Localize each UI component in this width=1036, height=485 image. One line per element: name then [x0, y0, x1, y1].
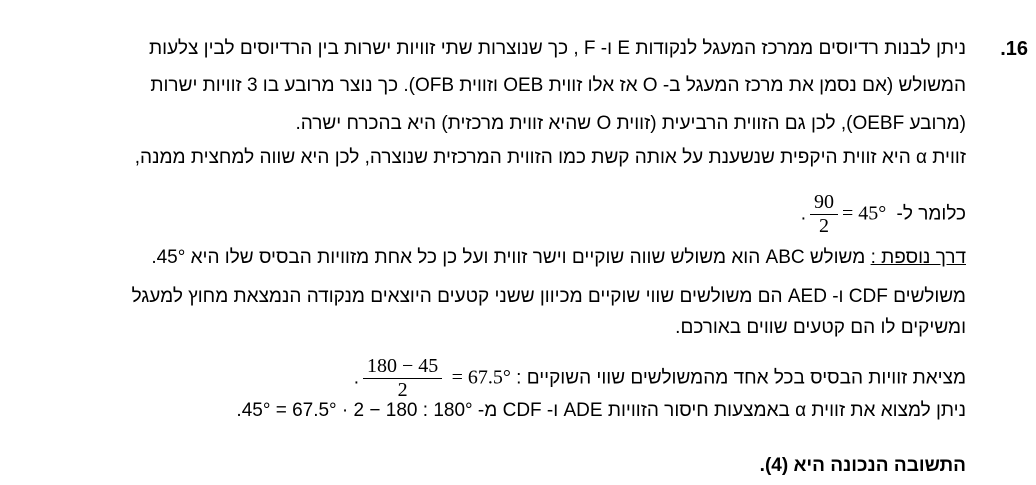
equation-2-text: מציאת זוויות הבסיס בכל אחד מהמשולשים שווי השוקיים : — [516, 367, 966, 389]
question-number: .16 — [1000, 38, 1028, 60]
fraction-2-numerator: 180 − 45 — [367, 355, 439, 377]
alternative-text: משולש ABC הוא משולש שווה שוקיים וישר זווית ועל כן כל אחת מזוויות הבסיס שלו היא 45°. — [151, 247, 866, 268]
alternative-title: דרך נוספת : — [870, 247, 966, 268]
alternative-line — [151, 247, 966, 269]
fraction-90-over-2 — [810, 191, 838, 238]
text-line-1: ניתן לבנות רדיוסים ממרכז המעגל לנקודות E ו- F , כך שנוצרות שתי זוויות ישרות בין הרדיוסים לבין צלעות — [149, 38, 966, 59]
text-line-7: משולשים CDF ו- AED הם משולשים שווי שוקיים מכיוון ששני קטעים היוצאים מנקודה הנמצאת מחוץ למעגל — [131, 286, 966, 307]
equation-line-1: כלומר ל- = 45° $\frac{90}{2}$ . — [800, 191, 966, 237]
equation-2-result: = 67.5° — [451, 366, 511, 389]
fraction-2-denominator: 2 — [363, 378, 442, 402]
equation-1-prefix: כלומר ל- — [896, 203, 966, 225]
fraction-1-denominator: 2 — [810, 214, 838, 238]
text-line-3: (מרובע OEBF), לכן גם הזווית הרביעית (זווית O שהיא זווית מרכזית) היא בהכרח ישרה. — [295, 113, 966, 134]
text-line-4: זווית α היא זווית היקפית שנשענת על אותה קשת כמו הזווית המרכזית שנוצרה, לכן היא שווה למחצית ממנה, — [134, 147, 966, 168]
text-line-2: המשולש (אם נסמן את מרכז המעגל ב- O אז אלו זווית OEB וזווית OFB). כך נוצר מרובע בו 3 זוויות ישרות — [150, 75, 966, 96]
fraction-1-numerator: 90 — [813, 191, 834, 213]
equation-line-2: מציאת זוויות הבסיס בכל אחד מהמשולשים שווי השוקיים : = 67.5° $\frac{180 - 45}{2}$ . — [353, 355, 966, 401]
equation-1-result: = 45° — [841, 202, 887, 225]
fraction-180-minus-45-over-2 — [363, 355, 442, 402]
text-line-8: ומשיקים לו הם קטעים שווים באורכם. — [675, 317, 966, 338]
text-line-10: ניתן למצוא את זווית α באמצעות חיסור הזוויות ADE ו- CDF מ- 180° : 180 − 2 · 67.5° = 45°. — [236, 400, 966, 421]
final-answer: התשובה הנכונה היא (4). — [759, 455, 966, 476]
